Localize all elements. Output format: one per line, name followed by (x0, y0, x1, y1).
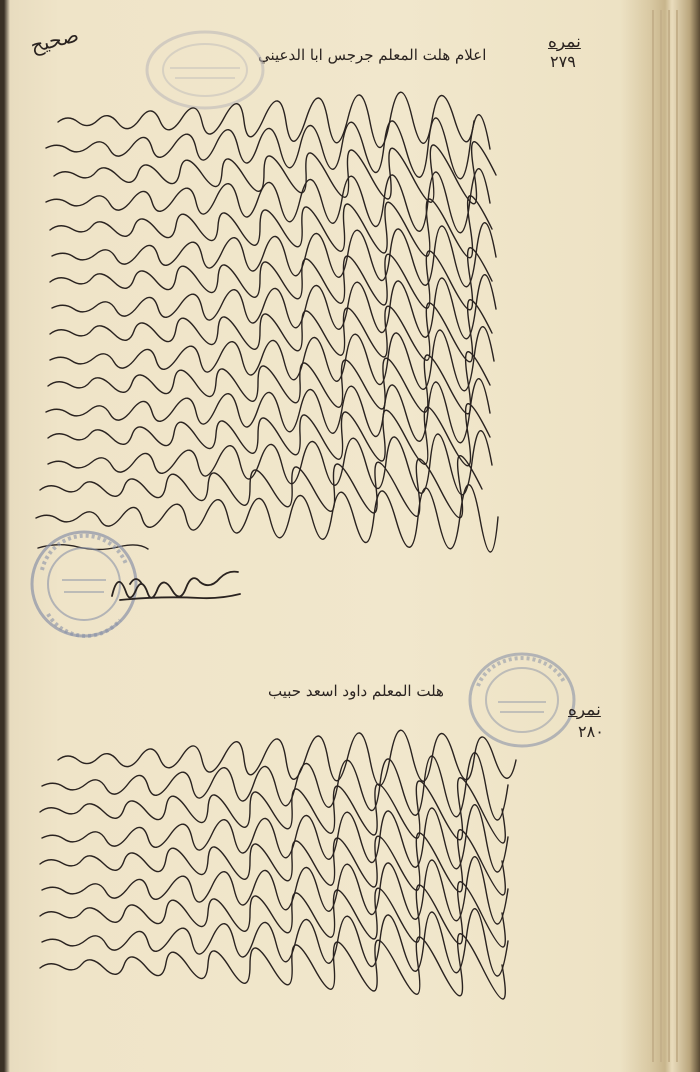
entry-1-number: ٢٧٩ (550, 52, 576, 71)
entry-1-title: اعلام هلت المعلم جرجس ابا الدعيني (258, 46, 487, 64)
entry-1-number-label: نمره (548, 32, 581, 52)
corner-note: صحيح (27, 22, 82, 58)
entry-2-number-label: نمره (568, 700, 601, 720)
entry-2-number: ٢٨٠ (578, 722, 604, 741)
entry-2-title: هلت المعلم داود اسعد حبيب (268, 682, 444, 700)
